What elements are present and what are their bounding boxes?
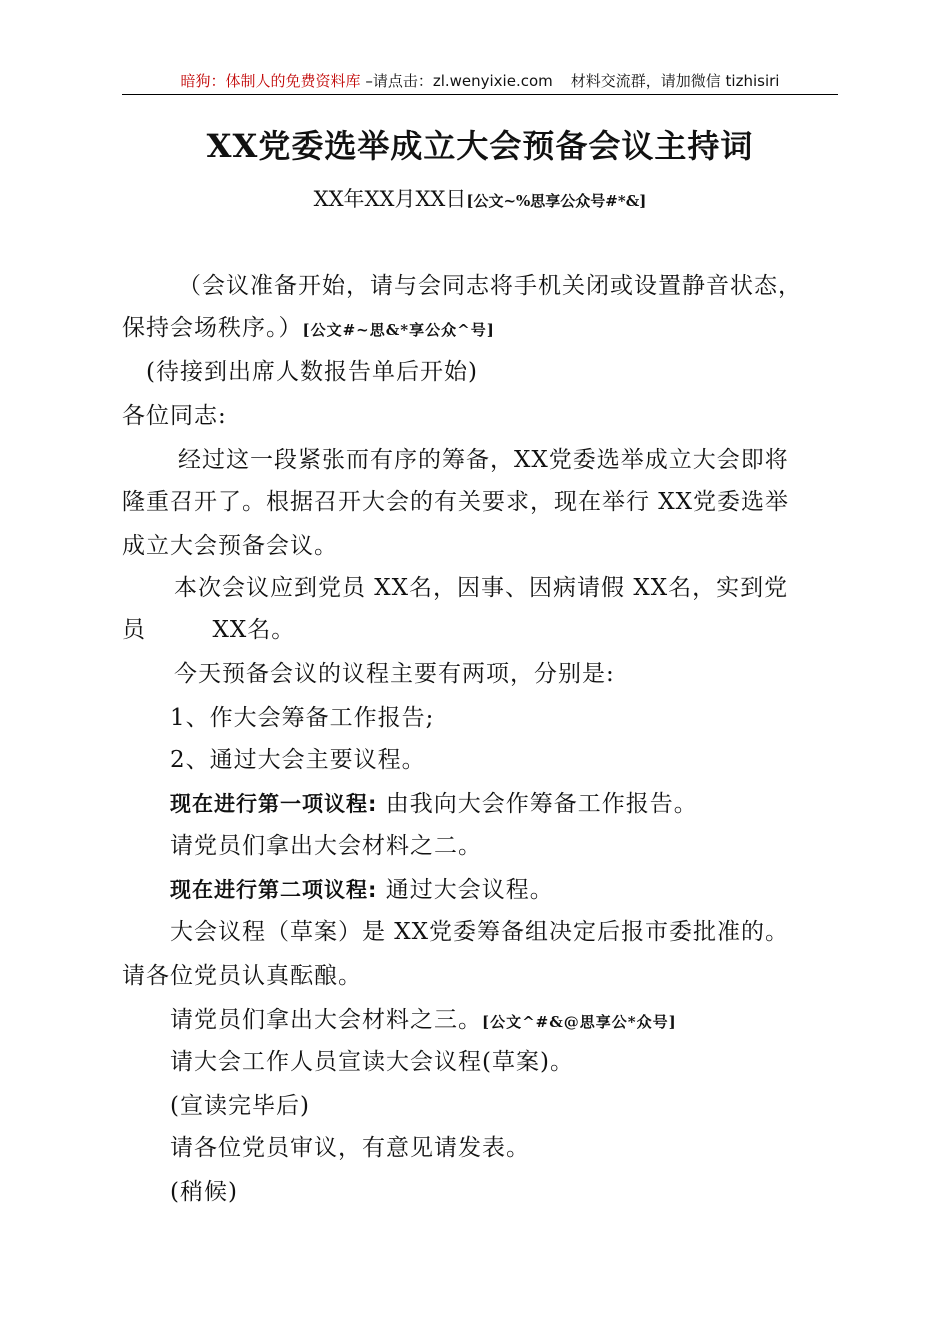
paragraph-line xyxy=(170,828,482,864)
paragraph-line xyxy=(170,1088,310,1124)
line-text: 本次会议应到党员 XX名，因事、因病请假 XX名，实到党 xyxy=(174,575,789,601)
paragraph-line xyxy=(170,1002,677,1040)
line-text: 请党员们拿出大会材料之三。 xyxy=(170,1007,482,1033)
paragraph-line xyxy=(122,528,338,564)
date-watermark-tag: [公文~%思享公众号#*&] xyxy=(466,192,647,210)
paragraph-line xyxy=(170,1174,238,1210)
paragraph-line xyxy=(122,612,295,648)
line-text: 1、作大会筹备工作报告; xyxy=(170,705,435,731)
line-text: 经过这一段紧张而有序的筹备，XX党委选举成立大会即将 xyxy=(178,447,789,473)
line-text: (待接到出席人数报告单后开始) xyxy=(146,359,478,385)
paragraph-line xyxy=(122,310,495,348)
line-text: 请大会工作人员宣读大会议程(草案)。 xyxy=(170,1049,574,1075)
paragraph-line xyxy=(174,656,615,692)
paragraph-line xyxy=(146,354,478,390)
header-url-link[interactable]: zl.wenyixie.com xyxy=(432,72,553,90)
paragraph-line xyxy=(122,958,362,994)
watermark-tag: [公文#~思&*享公众^号] xyxy=(302,321,495,339)
agenda-item-heading: 现在进行第一项议程: xyxy=(170,792,378,816)
line-text: 通过大会议程。 xyxy=(377,877,554,903)
agenda-item-heading: 现在进行第二项议程: xyxy=(170,878,378,902)
header-wechat-note: 材料交流群，请加微信 tizhisiri xyxy=(570,72,780,90)
paragraph-line xyxy=(170,1044,574,1080)
line-text: 保持会场秩序。） xyxy=(122,315,303,341)
line-text: 由我向大会作筹备工作报告。 xyxy=(377,791,698,817)
line-text: 成立大会预备会议。 xyxy=(122,533,338,559)
line-text: 今天预备会议的议程主要有两项，分别是: xyxy=(174,661,615,687)
header-divider xyxy=(122,94,838,95)
header-site-name: 暗狗：体制人的免费资料库 xyxy=(180,72,361,90)
line-text: 2、通过大会主要议程。 xyxy=(170,747,426,773)
paragraph-line xyxy=(122,398,227,434)
line-text: 各位同志: xyxy=(122,403,227,429)
line-text: （会议准备开始，请与会同志将手机关闭或设置静音状态， xyxy=(178,273,802,299)
paragraph-line xyxy=(170,700,434,736)
paragraph-line xyxy=(170,872,554,908)
paragraph-line xyxy=(170,742,426,778)
paragraph-line xyxy=(178,442,789,478)
paragraph-line xyxy=(122,484,789,520)
paragraph-line xyxy=(170,1130,530,1166)
paragraph-line xyxy=(170,786,698,822)
line-text: 大会议程（草案）是 XX党委筹备组决定后报市委批准的。 xyxy=(170,919,790,945)
watermark-tag: [公文^#&@思享公*众号] xyxy=(482,1013,677,1031)
line-text: (宣读完毕后) xyxy=(170,1093,310,1119)
line-text: 请各位党员认真酝酿。 xyxy=(122,963,362,989)
paragraph-line xyxy=(174,570,788,606)
header-click-prompt: –请点击： xyxy=(360,72,433,90)
line-text: (稍候) xyxy=(170,1179,238,1205)
line-text: 请党员们拿出大会材料之二。 xyxy=(170,833,482,859)
page-header xyxy=(122,70,838,94)
paragraph-line xyxy=(170,914,789,950)
document-date xyxy=(122,184,838,216)
date-text: XX年XX月XX日 xyxy=(313,187,467,211)
document-title: XX党委选举成立大会预备会议主持词 xyxy=(206,127,754,165)
line-text: 员 XX名。 xyxy=(122,617,296,643)
paragraph-line xyxy=(178,268,802,304)
line-text: 隆重召开了。根据召开大会的有关要求，现在举行 XX党委选举 xyxy=(122,489,790,515)
line-text: 请各位党员审议，有意见请发表。 xyxy=(170,1135,530,1161)
